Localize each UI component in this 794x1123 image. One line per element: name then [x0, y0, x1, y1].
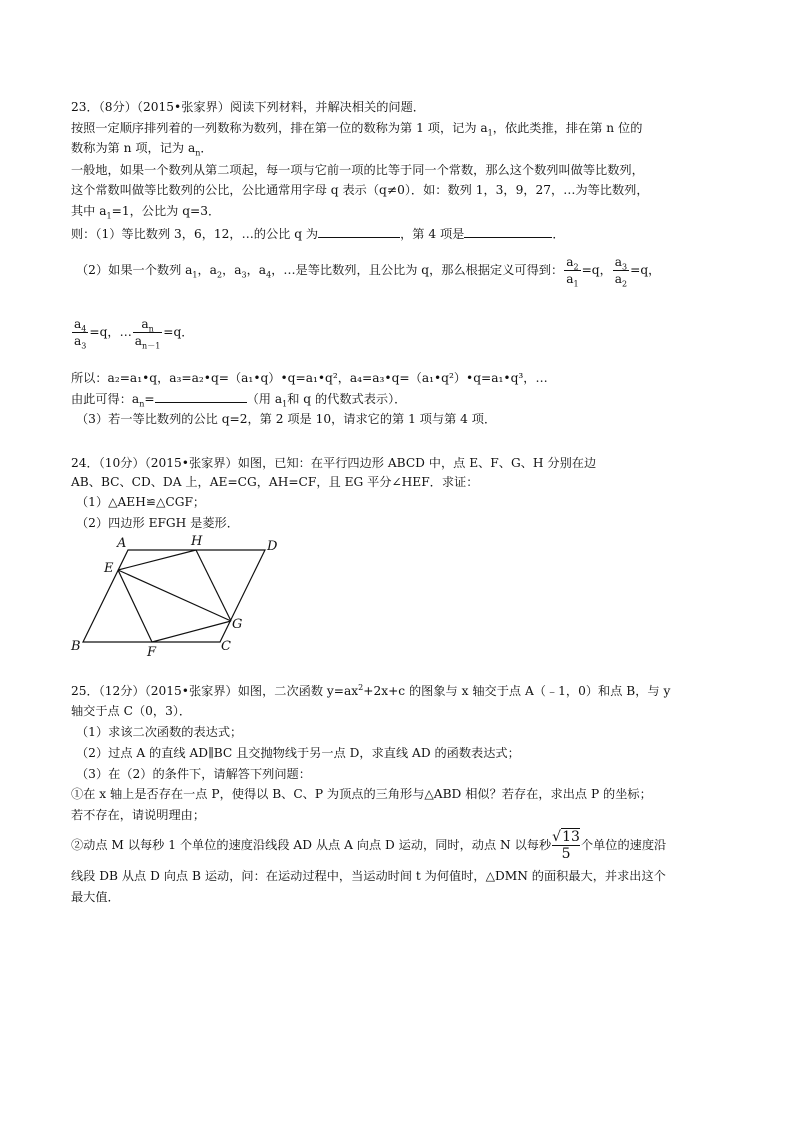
q24-part2: （2）四边形 EFGH 是菱形． — [76, 516, 239, 530]
q23-derivation: 所以：a₂=a₁•q，a₃=a₂•q=（a₁•q）•q=a₁•q²，a₄=a₃•q=（a₁•q²）•q=a₁•q³，… — [71, 371, 548, 385]
label-h: H — [191, 534, 203, 549]
q23-line-2: 数称为第 n 项，记为 $a_n$． — [71, 141, 213, 158]
q23-part2: （2）如果一个数列 $a_1$，$a_2$，$a_3$，$a_4$，…是等比数列，且公比为 q，那么根据定义可得到： $\frac{a_2}{a_1}$ =q， $\frac{a_3}{a_2}$ =q， — [76, 255, 661, 289]
q24-header: 24．（10分）（2015•张家界）如图，已知：在平行四边形 ABCD 中，点 E、F、G、H 分别在边 — [71, 456, 597, 470]
segment-eh — [118, 550, 196, 570]
segment-fg — [152, 621, 231, 642]
label-c: C — [221, 639, 231, 654]
q25-sub1-line-1: ①在 x 轴上是否存在一点 P，使得以 B、C、P 为顶点的三角形与△ABD 相似？若存在，求出点 P 的坐标； — [71, 787, 652, 801]
q23-part3: （3）若一等比数列的公比 q=2，第 2 项是 10，请求它的第 1 项与第 4 项． — [76, 412, 497, 426]
sqrt13-over-5: $\frac{√13}{5}$ — [552, 829, 580, 862]
label-b: B — [71, 639, 81, 654]
q25-header: 25．（12分）（2015•张家界）如图，二次函数 $y=ax^2+2x+c$ 的图象与 x 轴交于点 A（﹣1，0）和点 B，与 y — [71, 682, 671, 698]
q23-part1: 则：（1）等比数列 3，6，12，…的公比 q 为 ，第 4 项是 ． — [71, 227, 565, 241]
q23-line-1: 按照一定顺序排列着的一列数称为数列，排在第一位的数称为第 1 项，记为 $a_1$，依此类推，排在第 n 位的 — [71, 121, 643, 138]
answer-blank-an — [155, 390, 247, 403]
q25-part2: （2）过点 A 的直线 AD∥BC 且交抛物线于另一点 D，求直线 AD 的函数表达式； — [76, 746, 520, 760]
label-f: F — [147, 645, 157, 660]
label-g: G — [232, 617, 243, 632]
q24-part1: （1）△AEH≌△CGF； — [76, 495, 206, 509]
label-e: E — [104, 561, 114, 576]
q25-sub2-line-1: ②动点 M 以每秒 1 个单位的速度沿线段 AD 从点 A 向点 D 运动，同时，动点 N 以每秒 $\frac{√13}{5}$ 个单位的速度沿 — [71, 829, 667, 862]
q25-sub2-line-2: 线段 DB 从点 D 向点 B 运动，问：在运动过程中，当运动时间 t 为何值时，△DMN 的面积最大，并求出这个 — [71, 869, 666, 883]
label-a: A — [117, 536, 127, 551]
fraction-a4-a3: $\frac{a_4}{a_3}$ — [74, 317, 87, 351]
parallelogram-figure — [70, 532, 290, 660]
fraction-an-an1: $\frac{a_n}{a_{n-1}}$ — [134, 317, 161, 351]
q25-part3: （3）在（2）的条件下，请解答下列问题： — [76, 767, 311, 781]
fraction-a3-a2: $\frac{a_3}{a_2}$ — [614, 255, 628, 289]
fraction-a2-a1: $\frac{a_2}{a_1}$ — [566, 255, 579, 289]
q25-sub2-line-3: 最大值． — [71, 890, 120, 904]
answer-blank-q — [318, 225, 400, 238]
segment-eg — [118, 570, 231, 621]
segment-ef — [118, 570, 152, 642]
q23-line-4: 这个常数叫做等比数列的公比，公比通常用字母 q 表示（q≠0）．如：数列 1，3，9，27，…为等比数列， — [71, 183, 649, 197]
answer-blank-term4 — [464, 225, 552, 238]
q23-header: 23．（8分）（2015•张家界）阅读下列材料，并解决相关的问题． — [71, 100, 425, 114]
segment-hg — [196, 550, 231, 621]
q25-line-1: 轴交于点 C（0，3）． — [71, 704, 192, 718]
q23-conclusion: 由此可得：$a_n=$ （用 $a_1$和 q 的代数式表示）． — [71, 392, 407, 409]
q25-sub1-line-2: 若不存在，请说明理由； — [71, 808, 206, 822]
q23-line-3: 一般地，如果一个数列从第二项起，每一项与它前一项的比等于同一个常数，那么这个数列叫做等比数列， — [71, 163, 644, 177]
label-d: D — [267, 539, 278, 554]
q23-line-5: 其中 $a_1=1$，公比为 q=3． — [71, 204, 221, 221]
q24-line-1: AB、BC、CD、DA 上，AE=CG，AH=CF，且 EG 平分∠HEF．求证： — [71, 475, 479, 489]
q23-fractions-line: $\frac{a_4}{a_3}$ =q，… $\frac{a_n}{a_{n-1}}$ =q． — [74, 317, 194, 351]
q25-part1: （1）求该二次函数的表达式； — [76, 725, 243, 739]
